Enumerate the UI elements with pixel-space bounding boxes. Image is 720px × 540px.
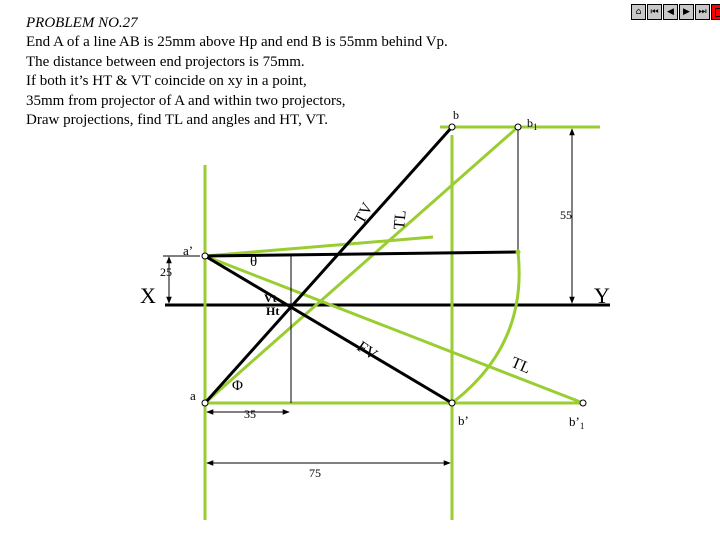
dimensions (163, 129, 572, 463)
problem-line-1: End A of a line AB is 25mm above Hp and end B is 55mm behind Vp. (26, 34, 448, 51)
first-slide-icon[interactable]: ⏮ (647, 4, 662, 20)
label-theta: θ (250, 254, 258, 270)
label-fv: FV (353, 338, 381, 364)
label-tv: TV (351, 200, 377, 227)
point-b1-dash (580, 400, 586, 406)
label-dim-55: 55 (560, 208, 572, 222)
label-b: b (453, 108, 459, 122)
label-y: Y (594, 283, 610, 308)
problem-line-2: The distance between end projectors is 75mm. (26, 53, 305, 70)
problem-line-5: Draw projections, find TL and angles and HT, VT. (26, 112, 329, 129)
label-x: X (140, 283, 156, 308)
point-b1 (515, 124, 521, 130)
top-view-line (205, 127, 452, 403)
point-arc-start (516, 250, 520, 254)
label-phi: Φ (232, 378, 243, 394)
label-tl-bottom: TL (508, 354, 534, 378)
point-a (202, 400, 208, 406)
label-dim-75: 75 (309, 466, 321, 480)
label-tl-top: TL (391, 209, 410, 231)
label-a-dash: a’ (183, 243, 194, 258)
swing-arc (452, 252, 519, 403)
point-b (449, 124, 455, 130)
problem-title: PROBLEM NO.27 (26, 15, 138, 31)
point-b-dash (449, 400, 455, 406)
point-a-dash (202, 253, 208, 259)
label-b-dash: b’ (458, 413, 469, 428)
label-b1-dash: $b’_1$ (569, 414, 585, 431)
label-b1: $b_1$ (527, 116, 538, 132)
next-slide-icon[interactable]: ▶ (679, 4, 694, 20)
label-dim-25: 25 (160, 265, 172, 279)
label-ht: Ht (266, 304, 280, 318)
home-icon[interactable]: ⌂ (631, 4, 646, 20)
thin-lines (291, 127, 518, 403)
previous-slide-icon[interactable]: ◀ (663, 4, 678, 20)
tl-line-front (205, 256, 583, 403)
construction-lines (205, 127, 600, 520)
label-a: a (190, 388, 196, 403)
problem-line-3: If both it’s HT & VT coincide on xy in a point, (26, 73, 307, 90)
label-vt: Vt (264, 291, 277, 305)
last-slide-icon[interactable]: ⏭ (695, 4, 710, 20)
label-dim-35: 35 (244, 407, 256, 421)
problem-line-4: 35mm from projector of A and within two projectors, (26, 92, 346, 109)
